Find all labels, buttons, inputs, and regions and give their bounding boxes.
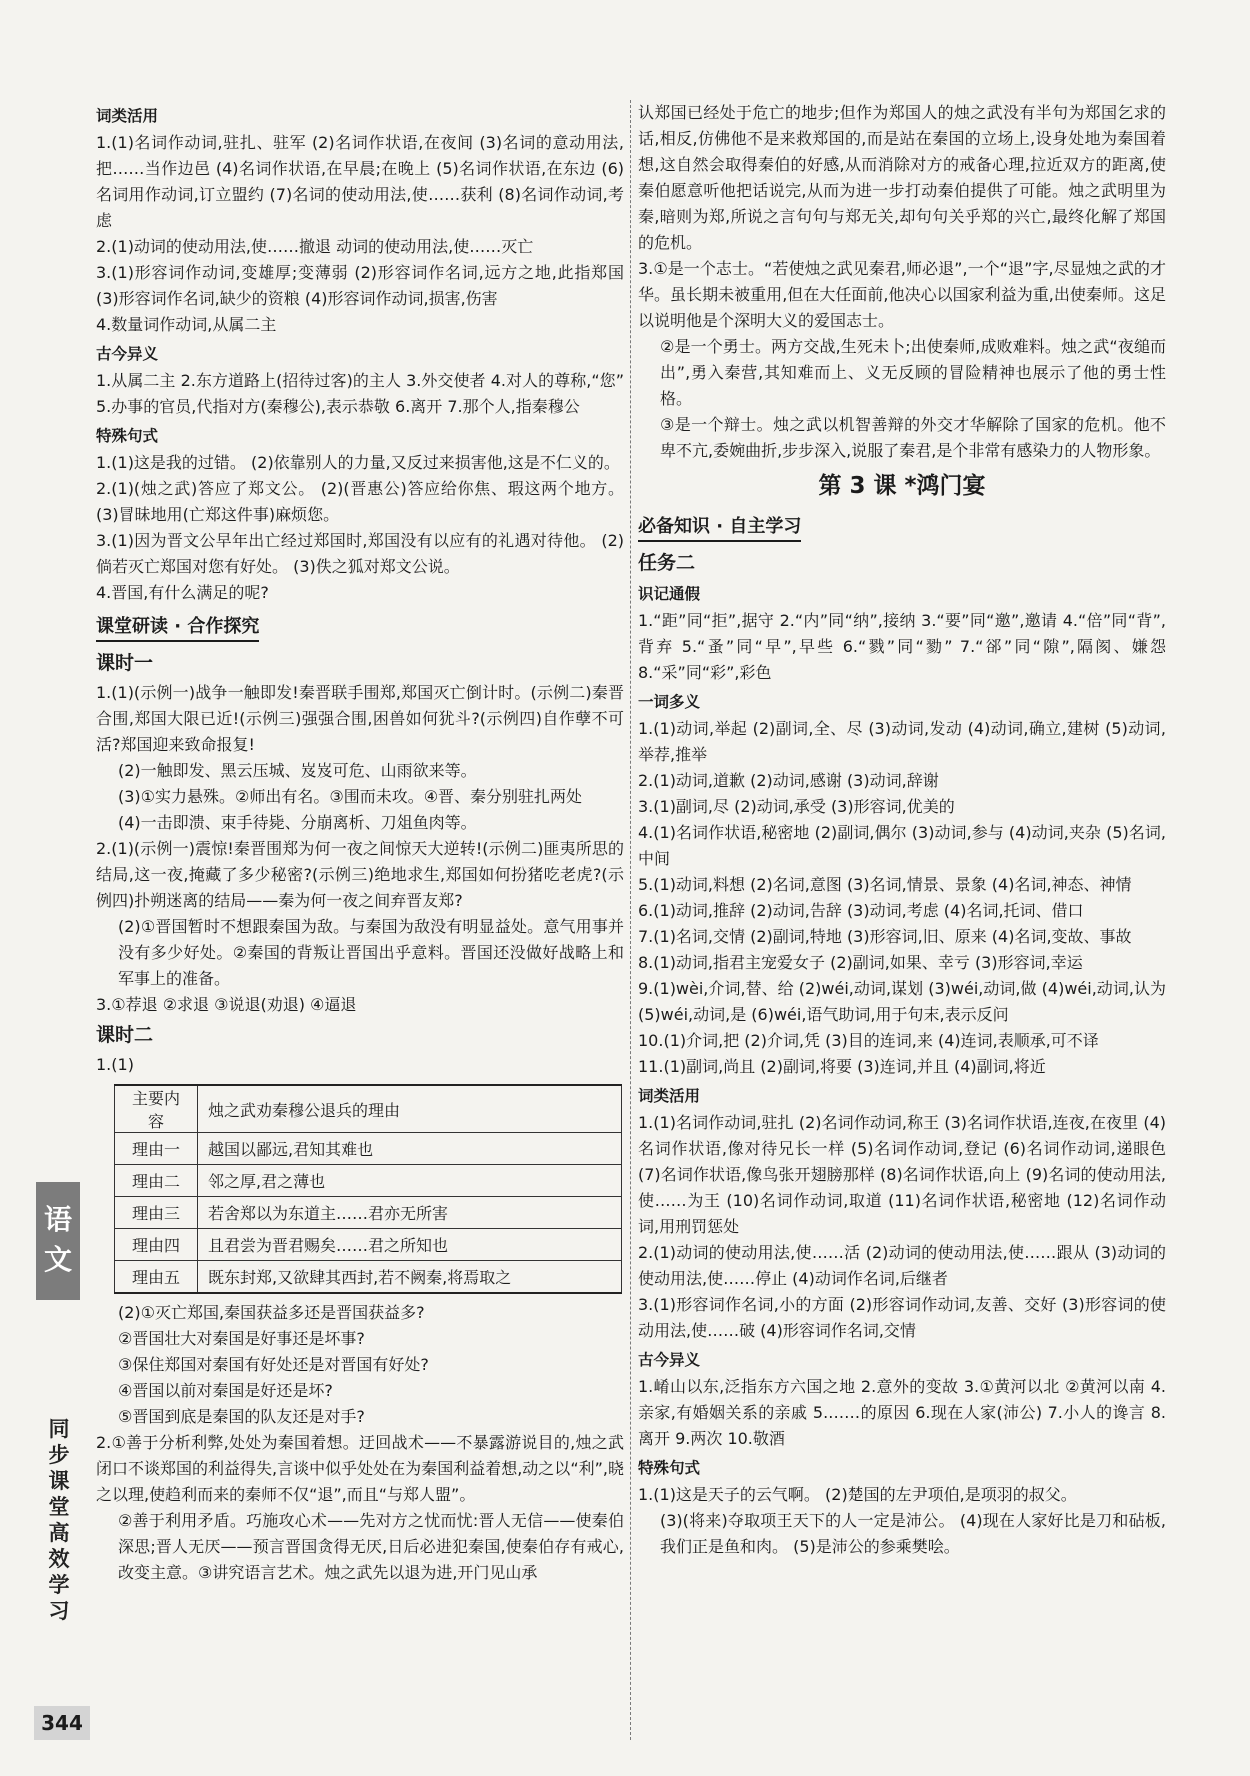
- duo-yi-item: 9.(1)wèi,介词,替、给 (2)wéi,动词,谋划 (3)wéi,动词,做 (4)wéi,动词,认为 (5)wéi,动词,是 (6)wéi,语气助词,用于句末,表示反问: [638, 979, 1166, 1024]
- duo-yi-heading: 一词多义: [638, 693, 701, 711]
- right-column: [638, 100, 1166, 1560]
- gu-jin-heading: 古今异义: [96, 345, 159, 363]
- te-shu-item: 2.(1)(烛之武)答应了郑文公。 (2)(晋惠公)答应给你焦、瑕这两个地方。 (3)冒昧地用(亡郑这件事)麻烦您。: [96, 479, 624, 524]
- section-heading-knowledge: 必备知识 · 自主学习: [638, 514, 801, 542]
- lesson-period-1-heading: 课时一: [96, 652, 154, 674]
- table-row: [115, 1261, 622, 1294]
- table-cell: 理由四: [115, 1229, 198, 1261]
- te-shu-item: 3.(1)因为晋文公早年出亡经过郑国时,郑国没有以应有的礼遇对待他。 (2)倘若灭亡郑国对您有好处。 (3)佚之狐对郑文公说。: [96, 531, 624, 576]
- duo-yi-item: 5.(1)动词,料想 (2)名词,意图 (3)名词,情景、景象 (4)名词,神态、神情: [638, 875, 1132, 894]
- table-cell: 邻之厚,君之薄也: [198, 1165, 622, 1197]
- ks1-item: (2)①晋国暂时不想跟秦国为敌。与秦国为敌没有明显益处。意气用事并没有多少好处。②秦国的背叛让晋国出乎意料。晋国还没做好战略上和军事上的准备。: [118, 917, 624, 988]
- item3-text: ②是一个勇士。两方交战,生死未卜;出使秦师,成败难料。烛之武“夜缒而出”,勇入秦营,其知难而上、义无反顾的冒险精神也展示了他的勇士性格。: [660, 337, 1166, 408]
- table-cell: 理由二: [115, 1165, 198, 1197]
- item3-text: ③是一个辩士。烛之武以机智善辩的外交才华解除了国家的危机。他不卑不亢,委婉曲折,步步深入,说服了秦君,是个非常有感染力的人物形象。: [660, 415, 1166, 460]
- table-cell: 主要内容: [115, 1085, 198, 1133]
- task-heading: 任务二: [638, 552, 696, 574]
- ks1-item: (2)一触即发、黑云压城、岌岌可危、山雨欲来等。: [118, 761, 477, 780]
- table-row: [115, 1085, 622, 1133]
- ks1-item: (3)①实力悬殊。②师出有名。③围而未攻。④晋、秦分别驻扎两处: [118, 787, 583, 806]
- duo-yi-item: 8.(1)动词,指君主宠爱女子 (2)副词,如果、幸亏 (3)形容词,幸运: [638, 953, 1083, 972]
- lesson-title: 第 3 课 *鸿门宴: [818, 473, 986, 499]
- ks2-item: 2.①善于分析利弊,处处为秦国着想。迂回战术——不暴露游说目的,烛之武闭口不谈郑国的利益得失,言谈中似乎处处在为秦国利益着想,动之以“利”,晓之以理,使趋利而来的秦师不仅“退”,而且“与郑人盟”。: [96, 1433, 624, 1504]
- table-cell: 既东封郑,又欲肆其西封,若不阙秦,将焉取之: [198, 1261, 622, 1294]
- ks2-intro: 1.(1): [96, 1055, 134, 1074]
- te-shu-item: 1.(1)这是我的过错。 (2)依靠别人的力量,又反过来损害他,这是不仁义的。: [96, 453, 620, 472]
- duo-yi-item: 11.(1)副词,尚且 (2)副词,将要 (3)连词,并且 (4)副词,将近: [638, 1057, 1046, 1076]
- ci-lei-item: 2.(1)动词的使动用法,使……撤退 动词的使动用法,使……灭亡: [96, 237, 534, 256]
- te-shu-heading: 特殊句式: [96, 427, 159, 445]
- gu-jin-heading: 古今异义: [638, 1351, 701, 1369]
- ks2-item: ②善于利用矛盾。巧施攻心术——先对方之忧而忧:晋人无信——使秦伯深思;晋人无厌——预言晋国贪得无厌,日后必进犯秦国,使秦伯存有戒心,改变主意。③讲究语言艺术。烛之武先以退为进,开门见山承: [118, 1511, 624, 1582]
- item3-text: 3.①是一个志士。“若使烛之武见秦君,师必退”,一个“退”字,尽显烛之武的才华。虽长期未被重用,但在大任面前,他决心以国家利益为重,出使秦师。这足以说明他是个深明大义的爱国志士。: [638, 259, 1166, 330]
- duo-yi-item: 6.(1)动词,推辞 (2)动词,告辞 (3)动词,考虑 (4)名词,托词、借口: [638, 901, 1084, 920]
- duo-yi-item: 3.(1)副词,尽 (2)动词,承受 (3)形容词,优美的: [638, 797, 955, 816]
- duo-yi-item: 1.(1)动词,举起 (2)副词,全、尽 (3)动词,发动 (4)动词,确立,建树 (5)动词,举荐,推举: [638, 719, 1166, 764]
- ks2-item: ④晋国以前对秦国是好还是坏?: [118, 1381, 333, 1400]
- table-row: [115, 1197, 622, 1229]
- ks1-item: (4)一击即溃、束手待毙、分崩离析、刀俎鱼肉等。: [118, 813, 477, 832]
- duo-yi-item: 4.(1)名词作状语,秘密地 (2)副词,偶尔 (3)动词,参与 (4)动词,夹杂 (5)名词,中间: [638, 823, 1166, 868]
- column-divider: [630, 100, 631, 1740]
- te-shu-item: 4.晋国,有什么满足的呢?: [96, 583, 269, 602]
- te-shu-item: (3)(将来)夺取项王天下的人一定是沛公。 (4)现在人家好比是刀和砧板,我们正是鱼和肉。 (5)是沛公的参乘樊哙。: [660, 1511, 1166, 1556]
- ci-lei-item: 1.(1)名词作动词,驻扎、驻军 (2)名词作状语,在夜间 (3)名词的意动用法,把……当作边邑 (4)名词作状语,在早晨;在晚上 (5)名词作状语,在东边 (6)名词用作动词,订立盟约 (7)名词的使动用法,使……获利 (8)名词作动词,考虑: [96, 133, 624, 230]
- ks1-item: 3.①荐退 ②求退 ③说退(劝退) ④逼退: [96, 995, 357, 1014]
- te-shu-heading: 特殊句式: [638, 1459, 701, 1477]
- table-row: [115, 1165, 622, 1197]
- duo-yi-item: 2.(1)动词,道歉 (2)动词,感谢 (3)动词,辞谢: [638, 771, 939, 790]
- ci-lei-heading: 词类活用: [638, 1087, 701, 1105]
- gu-jin-text: 1.崤山以东,泛指东方六国之地 2.意外的变故 3.①黄河以北 ②黄河以南 4.亲家,有婚姻关系的亲戚 5.……的原因 6.现在人家(沛公) 7.小人的谗言 8.离开 9.两次 10.敬酒: [638, 1377, 1166, 1448]
- table-cell: 烛之武劝秦穆公退兵的理由: [198, 1085, 622, 1133]
- duo-yi-item: 7.(1)名词,交情 (2)副词,特地 (3)形容词,旧、原来 (4)名词,变故、事故: [638, 927, 1132, 946]
- table-row: [115, 1133, 622, 1165]
- ks2-item: ⑤晋国到底是秦国的队友还是对手?: [118, 1407, 365, 1426]
- tong-jia-heading: 识记通假: [638, 585, 701, 603]
- table-cell: 越国以鄙远,君知其难也: [198, 1133, 622, 1165]
- table-cell: 理由一: [115, 1133, 198, 1165]
- ks2-item: ②晋国壮大对秦国是好事还是坏事?: [118, 1329, 365, 1348]
- left-column: [96, 100, 624, 1586]
- subject-tab: 语文: [36, 1182, 80, 1300]
- ci-lei-heading: 词类活用: [96, 107, 159, 125]
- ci-lei-item: 3.(1)形容词作动词,变雄厚;变薄弱 (2)形容词作名词,远方之地,此指郑国 (3)形容词作名词,缺少的资粮 (4)形容词作动词,损害,伤害: [96, 263, 624, 308]
- table-cell: 理由五: [115, 1261, 198, 1294]
- page-number: 344: [34, 1706, 90, 1740]
- ci-lei-item: 3.(1)形容词作名词,小的方面 (2)形容词作动词,友善、交好 (3)形容词的使动用法,使……破 (4)形容词作名词,交情: [638, 1295, 1166, 1340]
- continuation-text: 认郑国已经处于危亡的地步;但作为郑国人的烛之武没有半句为郑国乞求的话,相反,仿佛他不是来救郑国的,而是站在秦国的立场上,设身处地为秦国着想,这自然会取得秦伯的好感,从而消除对方的戒备心理,拉近双方的距离,使秦伯愿意听他把话说完,从而为进一步打动秦伯提供了可能。烛之武明里为秦,暗则为郑,所说之言句句与郑无关,却句句关乎郑的兴亡,最终化解了郑国的危机。: [638, 103, 1166, 252]
- ks2-item: ③保住郑国对秦国有好处还是对晋国有好处?: [118, 1355, 429, 1374]
- ks1-item: 1.(1)(示例一)战争一触即发!秦晋联手围郑,郑国灭亡倒计时。(示例二)秦晋合围,郑国大限已近!(示例三)强强合围,困兽如何犹斗?(示例四)自作孽不可活?郑国迎来致命报复!: [96, 683, 624, 754]
- tong-jia-text: 1.“距”同“拒”,据守 2.“内”同“纳”,接纳 3.“要”同“邀”,邀请 4.“倍”同“背”,背弃 5.“蚤”同“早”,早些 6.“戮”同“勠” 7.“郤”同“隙”,隔阂、嫌怨 8.“采”同“彩”,彩色: [638, 611, 1166, 682]
- table-cell: 若舍郑以为东道主……君亦无所害: [198, 1197, 622, 1229]
- section-heading-study: 课堂研读 · 合作探究: [96, 614, 259, 642]
- ci-lei-item: 4.数量词作动词,从属二主: [96, 315, 277, 334]
- lesson-period-2-heading: 课时二: [96, 1024, 154, 1046]
- te-shu-item: 1.(1)这是天子的云气啊。 (2)楚国的左尹项伯,是项羽的叔父。: [638, 1485, 1077, 1504]
- duo-yi-item: 10.(1)介词,把 (2)介词,凭 (3)目的连词,来 (4)连词,表顺承,可不译: [638, 1031, 1099, 1050]
- gu-jin-text: 1.从属二主 2.东方道路上(招待过客)的主人 3.外交使者 4.对人的尊称,“您” 5.办事的官员,代指对方(秦穆公),表示恭敬 6.离开 7.那个人,指秦穆公: [96, 371, 624, 416]
- reasons-table: [114, 1084, 622, 1294]
- ci-lei-item: 2.(1)动词的使动用法,使……活 (2)动词的使动用法,使……跟从 (3)动词的使动用法,使……停止 (4)动词作名词,后继者: [638, 1243, 1166, 1288]
- table-cell: 理由三: [115, 1197, 198, 1229]
- ks2-item: (2)①灭亡郑国,秦国获益多还是晋国获益多?: [118, 1303, 425, 1322]
- table-cell: 且君尝为晋君赐矣……君之所知也: [198, 1229, 622, 1261]
- brand-label: 同步课堂 高效学习: [48, 1417, 70, 1623]
- ks1-item: 2.(1)(示例一)震惊!秦晋围郑为何一夜之间惊天大逆转!(示例二)匪夷所思的结局,这一夜,掩藏了多少秘密?(示例三)绝地求生,郑国如何扮猪吃老虎?(示例四)扑朔迷离的结局——秦为何一夜之间弃晋友郑?: [96, 839, 624, 910]
- table-row: [115, 1229, 622, 1261]
- ci-lei-item: 1.(1)名词作动词,驻扎 (2)名词作动词,称王 (3)名词作状语,连夜,在夜里 (4)名词作状语,像对待兄长一样 (5)名词作动词,登记 (6)名词作动词,递眼色 (7)名词作状语,像鸟张开翅膀那样 (8)名词作状语,向上 (9)名词的使动用法,使……为王 (10)名词作动词,取道 (11)名词作状语,秘密地 (12)名词作动词,用刑罚惩处: [638, 1113, 1166, 1236]
